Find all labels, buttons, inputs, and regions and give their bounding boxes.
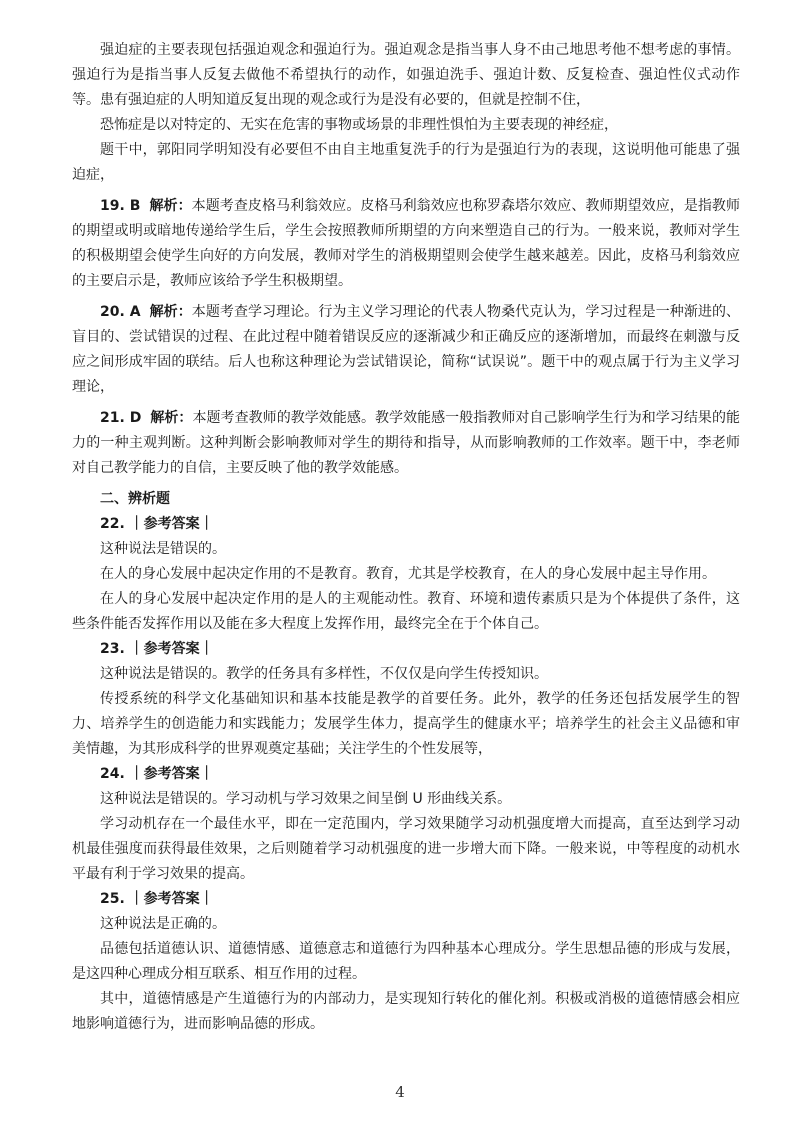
reference-answer-25-heading: 25. ｜参考答案｜ [100,891,214,907]
paragraph-ocd: 强迫症的主要表现包括强迫观念和强迫行为。强迫观念是指当事人身不由己地思考他不想考虑的事情。强迫行为是指当事人反复去做他不希望执行的动作，如强迫洗手、强迫计数、反复检查、强迫性仪式动作等。患有强迫症的人明知道反复出现的观念或行为是没有必要的，但就是控制不住， [72,42,740,108]
answer-24-line-2: 学习动机存在一个最佳水平，即在一定范围内，学习效果随学习动机强度增大而提高，直至达到学习动机最佳强度而获得最佳效果，之后则随着学习动机强度的进一步增大而下降。一般来说，中等程度的动机水平最有利于学习效果的提高。 [72,816,740,882]
analysis-text-21: 本题考查教师的教学效能感。教学效能感一般指教师对自己影响学生行为和学习结果的能力的一种主观判断。这种判断会影响教师对学生的期待和指导，从而影响教师的工作效率。题干中，李老师对自己教学能力的自信，主要反映了他的教学效能感。 [72,410,741,476]
analysis-label-20: 解析： [149,304,192,320]
analysis-label-19: 解析： [149,198,192,214]
answer-22-line-2: 在人的身心发展中起决定作用的不是教育。教育，尤其是学校教育，在人的身心发展中起主导作用。 [100,566,716,582]
question-number-20: 20. A [100,304,141,320]
answer-24-line-1: 这种说法是错误的。学习动机与学习效果之间呈倒 U 形曲线关系。 [100,791,512,807]
answer-19 [72,194,740,294]
answer-23-line-1: 这种说法是错误的。教学的任务具有多样性，不仅仅是向学生传授知识。 [100,666,548,682]
page-number: 4 [395,1083,405,1101]
analysis-text-20: 本题考查学习理论。行为主义学习理论的代表人物桑代克认为，学习过程是一种渐进的、盲目的、尝试错误的过程、在此过程中随着错误反应的逐渐减少和正确反应的逐渐增加，而最终在刺激与反应之间形成牢固的联结。后人也称这种理论为尝试错误论，简称“试误说”。题干中的观点属于行为主义学习理论， [72,304,741,395]
answer-20 [72,300,740,400]
question-number-19: 19. B [100,198,141,214]
analysis-label-21: 解析： [150,410,193,426]
reference-answer-24-heading: 24. ｜参考答案｜ [100,766,214,782]
answer-25-line-1: 这种说法是正确的。 [100,916,226,932]
section-heading-discrimination: 二、辨析题 [100,491,170,507]
answer-25-line-3: 其中，道德情感是产生道德行为的内部动力，是实现知行转化的催化剂。积极或消极的道德情感会相应地影响道德行为，进而影响品德的形成。 [72,991,740,1032]
answer-22-line-3: 在人的身心发展中起决定作用的是人的主观能动性。教育、环境和遗传素质只是为个体提供了条件，这些条件能否发挥作用以及能在多大程度上发挥作用，最终完全在于个体自己。 [72,591,740,632]
answer-22-line-1: 这种说法是错误的。 [100,541,226,557]
analysis-text-19: 本题考查皮格马利翁效应。皮格马利翁效应也称罗森塔尔效应、教师期望效应，是指教师的期望或明或暗地传递给学生后，学生会按照教师所期望的方向来塑造自己的行为。一般来说，教师对学生的积极期望会使学生向好的方向发展，教师对学生的消极期望则会使学生越来越差。因此，皮格马利翁效应的主要启示是，教师应该给予学生积极期望。 [72,198,740,289]
answer-25-line-2: 品德包括道德认识、道德情感、道德意志和道德行为四种基本心理成分。学生思想品德的形成与发展，是这四种心理成分相互联系、相互作用的过程。 [72,941,740,982]
answer-21 [72,406,740,481]
paragraph-conclusion-18: 题干中，郭阳同学明知没有必要但不由自主地重复洗手的行为是强迫行为的表现，这说明他可能患了强迫症， [72,142,740,183]
reference-answer-23-heading: 23. ｜参考答案｜ [100,641,214,657]
question-number-21: 21. D [100,410,142,426]
paragraph-phobia: 恐怖症是以对特定的、无实在危害的事物或场景的非理性惧怕为主要表现的神经症， [100,117,618,133]
answer-23-line-2: 传授系统的科学文化基础知识和基本技能是教学的首要任务。此外，教学的任务还包括发展学生的智力、培养学生的创造能力和实践能力；发展学生体力，提高学生的健康水平；培养学生的社会主义品德和审美情趣，为其形成科学的世界观奠定基础；关注学生的个性发展等， [72,691,740,757]
reference-answer-22-heading: 22. ｜参考答案｜ [100,516,214,532]
